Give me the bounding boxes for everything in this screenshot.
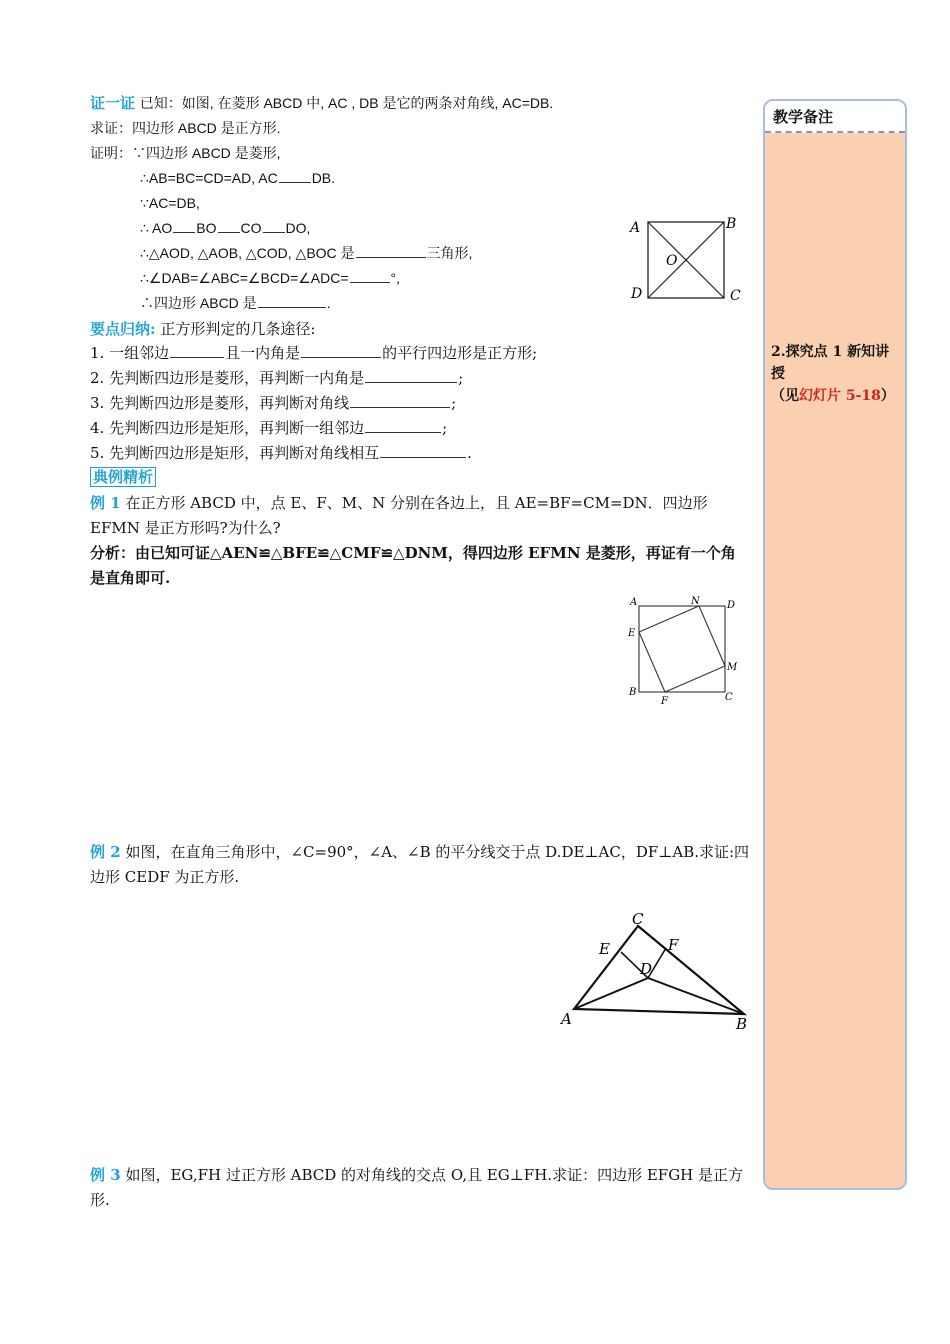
teaching-notes-sidebar <box>763 99 907 1190</box>
summary-title: 要点归纳: <box>90 320 156 338</box>
figure-square-diagonals <box>620 208 750 308</box>
example-2: 例 2 如图，在直角三角形中，∠C=90°，∠A、∠B 的平分线交于点 D.DE⊥AC，DF⊥AB.求证:四边形 CEDF 为正方形. <box>90 843 750 886</box>
proof-title: 证一证 <box>90 94 136 112</box>
blank[interactable] <box>218 218 240 233</box>
figure-right-triangle <box>556 908 756 1034</box>
fig3-label-a: A <box>561 1010 572 1028</box>
sidebar-note-1: 2.探究点 1 新知讲授 <box>771 344 890 382</box>
fig2-label-m: M <box>727 662 738 673</box>
fig1-label-b: B <box>726 216 737 232</box>
sidebar-note <box>771 341 903 407</box>
proof-step3: ∵AC=DB, <box>140 195 200 211</box>
slides-reference: 幻灯片 5-18 <box>799 388 881 404</box>
sidebar-title: 教学备注 <box>765 101 905 133</box>
blank[interactable] <box>350 268 390 283</box>
fig2-label-e: E <box>628 628 636 639</box>
fig2-label-n: N <box>691 596 700 607</box>
blank[interactable] <box>263 218 285 233</box>
blank[interactable] <box>258 293 326 308</box>
fig2-label-d: D <box>727 600 736 611</box>
fig1-label-c: C <box>730 288 741 304</box>
fig2-label-f: F <box>661 696 668 707</box>
summary-item-5: 5. 先判断四边形是矩形，再判断对角线相互 . <box>90 444 472 462</box>
example-2-label: 例 2 <box>90 843 121 861</box>
proof-prove: 求证：四边形 ABCD 是正方形. <box>90 120 281 136</box>
blank[interactable] <box>173 218 195 233</box>
summary-item-1: 1. 一组邻边 且一内角是 的平行四边形是正方形; <box>90 344 538 362</box>
fig2-inner-square <box>639 606 725 692</box>
blank[interactable] <box>279 168 311 183</box>
example-3: 例 3 如图，EG,FH 过正方形 ABCD 的对角线的交点 O,且 EG⊥FH.求证：四边形 EFGH 是正方形. <box>90 1166 744 1209</box>
fig3-label-c: C <box>632 910 644 928</box>
fig1-label-o: O <box>666 253 678 269</box>
blank[interactable] <box>356 243 426 258</box>
fig2-square <box>639 606 725 692</box>
proof-step2: ∴AB=BC=CD=AD, AC DB. <box>140 170 336 186</box>
blank[interactable] <box>380 443 466 458</box>
examples-header: 典例精析 <box>90 467 156 487</box>
proof-step7: ∴四边形 ABCD 是 . <box>140 295 331 311</box>
example-1: 例 1 在正方形 ABCD 中，点 E、F、M、N 分别在各边上，且 AE=BF=CM=DN．四边形 EFMN 是正方形吗?为什么? <box>90 494 708 537</box>
proof-step4: ∴ AO BO CO DO, <box>140 220 311 236</box>
fig1-label-a: A <box>630 220 641 236</box>
blank[interactable] <box>365 418 441 433</box>
proof-step5: ∴△AOD, △AOB, △COD, △BOC 是 三角形, <box>140 245 473 261</box>
summary-heading: 要点归纳: 正方形判定的几条途径: <box>90 320 316 338</box>
fig2-label-a: A <box>630 597 638 608</box>
example-3-label: 例 3 <box>90 1166 121 1184</box>
blank[interactable] <box>170 343 224 358</box>
fig2-label-b: B <box>629 687 637 698</box>
blank[interactable] <box>301 343 381 358</box>
fig3-label-b: B <box>736 1015 748 1033</box>
example-1-analysis: 分析：由已知可证△AEN≌△BFE≌△CMF≌△DNM，得四边形 EFMN 是菱形，再证有一个角是直角即可. <box>90 544 736 587</box>
fig3-label-d: D <box>640 960 653 978</box>
blank[interactable] <box>365 368 457 383</box>
proof-given: 证一证 已知：如图, 在菱形 ABCD 中, AC , DB 是它的两条对角线, AC=DB. <box>90 94 554 112</box>
proof-step1: 证明：∵四边形 ABCD 是菱形, <box>90 145 281 161</box>
figure-square-efmn <box>622 592 752 708</box>
fig3-bisector-b <box>648 978 744 1014</box>
fig1-label-d: D <box>631 286 643 302</box>
summary-item-3: 3. 先判断四边形是菱形，再判断对角线 ; <box>90 394 457 412</box>
fig3-label-e: E <box>599 940 610 958</box>
example-1-label: 例 1 <box>90 494 121 512</box>
fig2-label-c: C <box>725 692 733 703</box>
sidebar-note-2: （见幻灯片 5-18） <box>771 388 895 404</box>
summary-item-2: 2. 先判断四边形是菱形，再判断一内角是 ; <box>90 369 464 387</box>
blank[interactable] <box>350 393 450 408</box>
fig3-label-f: F <box>668 936 679 954</box>
summary-item-4: 4. 先判断四边形是矩形，再判断一组邻边 ; <box>90 419 448 437</box>
proof-step6: ∴∠DAB=∠ABC=∠BCD=∠ADC= °, <box>140 270 401 286</box>
examples-header-row <box>90 466 156 488</box>
